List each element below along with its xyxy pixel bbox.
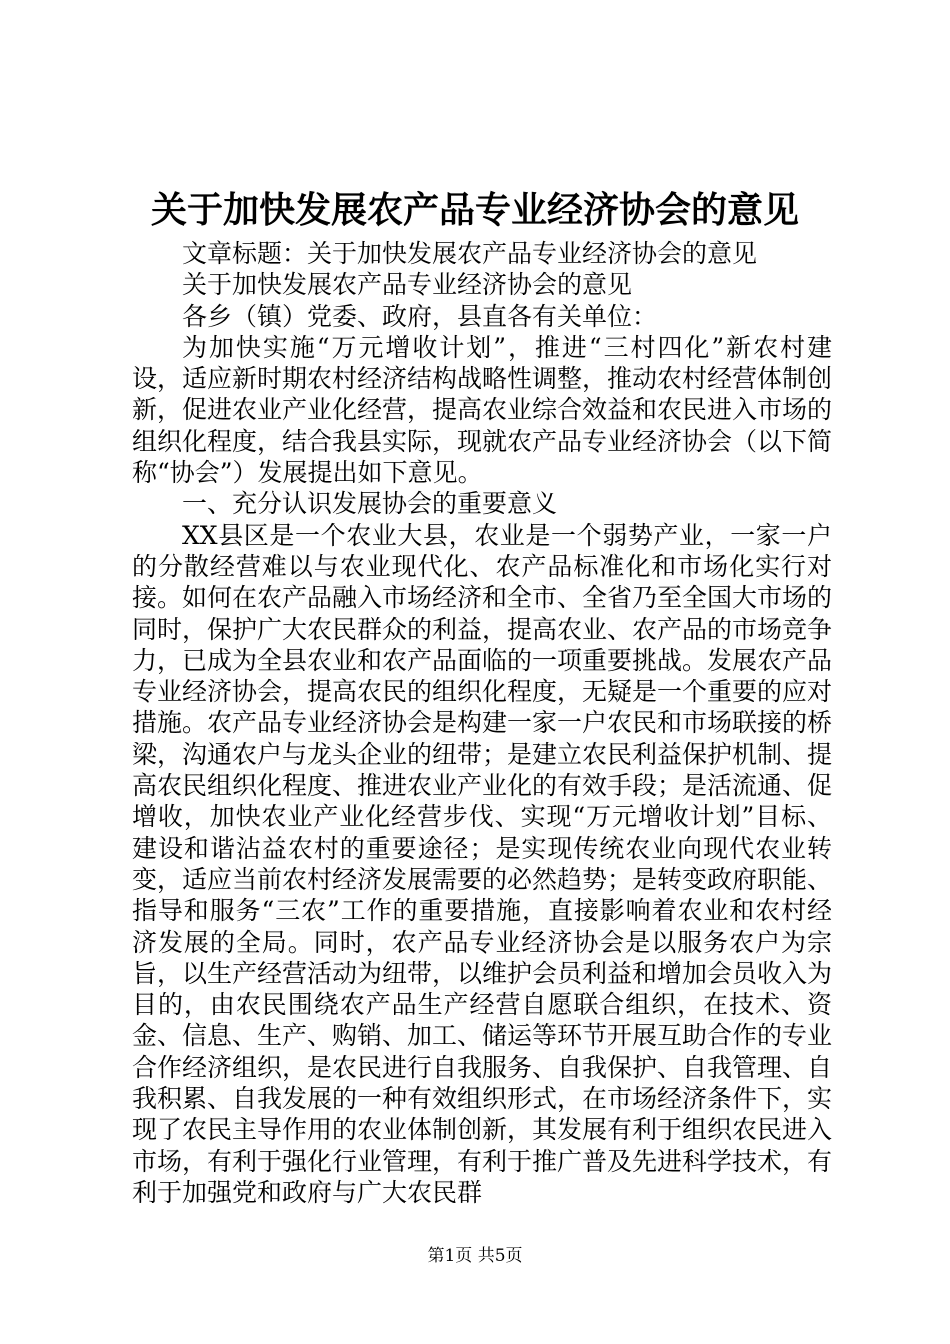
body-paragraph: XX县区是一个农业大县，农业是一个弱势产业，一家一户的分散经营难以与农业现代化、农产品标准化和市场化实行对接。如何在农产品融入市场经济和全市、全省乃至全国大市场的同时，保护广大农民群众的利益，提高农业、农产品的市场竞争力，已成为全县农业和农产品面临的一项重要挑战。发展农产品专业经济协会，提高农民的组织化程度，无疑是一个重要的应对措施。农产品专业经济协会是构建一家一户农民和市场联接的桥梁，沟通农户与龙头企业的纽带；是建立农民利益保护机制、提高农民组织化程度、推进农业产业化的有效手段；是活流通、促增收，加快农业产业化经营步伐、实现“万元增收计划”目标、建设和谐沾益农村的重要途径；是实现传统农业向现代农业转变，适应当前农村经济发展需要的必然趋势；是转变政府职能、指导和服务“三农”工作的重要措施，直接影响着农业和农村经济发展的全局。同时，农产品专业经济协会是以服务农户为宗旨，以生产经营活动为纽带，以维护会员利益和增加会员收入为目的，由农民围绕农产品生产经营自愿联合组织，在技术、资金、信息、生产、购销、加工、储运等环节开展互助合作的专业合作经济组织，是农民进行自我服务、自我保护、自我管理、自我积累、自我发展的一种有效组织形式，在市场经济条件下，实现了农民主导作用的农业体制创新，其发展有利于组织农民进入市场，有利于强化行业管理，有利于推广普及先进科学技术，有利于加强党和政府与广大农民群 (132, 520, 833, 1207)
intro-paragraph: 为加快实施“万元增收计划”，推进“三村四化”新农村建设，适应新时期农村经济结构战略性调整，推动农村经营体制创新，促进农业产业化经营，提高农业综合效益和农民进入市场的组织化程度，结合我县实际，现就农产品专业经济协会（以下简称“协会”）发展提出如下意见。 (132, 332, 833, 488)
document-title: 关于加快发展农产品专业经济协会的意见 (150, 189, 799, 231)
page-footer: 第1页 共5页 (427, 1246, 523, 1266)
section-heading: 一、充分认识发展协会的重要意义 (182, 489, 558, 519)
salutation: 各乡（镇）党委、政府，县直各有关单位： (182, 301, 658, 331)
subtitle-line: 关于加快发展农产品专业经济协会的意见 (182, 270, 633, 300)
document-body (132, 238, 832, 1208)
article-title-line: 文章标题：关于加快发展农产品专业经济协会的意见 (182, 239, 758, 268)
